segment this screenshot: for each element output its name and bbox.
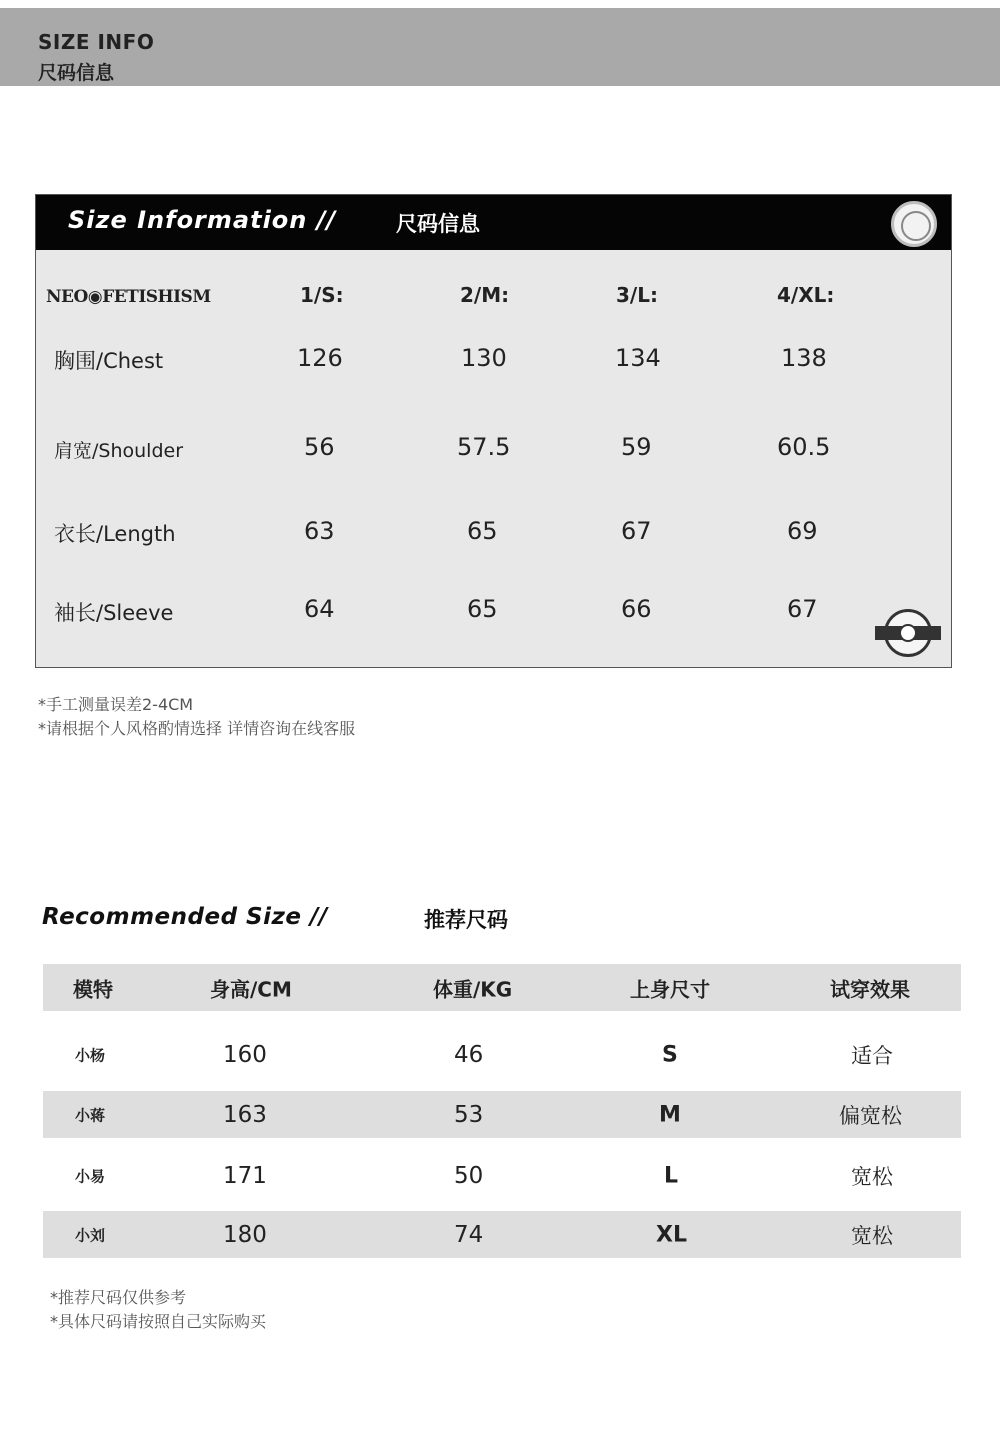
chest-m-value: 130	[461, 344, 507, 372]
size-column-s: 1/S:	[300, 283, 344, 307]
model-fit: 适合	[851, 1043, 893, 1068]
sleeve-s-value: 64	[304, 595, 335, 623]
table-row	[43, 1091, 961, 1138]
football-badge-icon	[875, 609, 941, 657]
sleeve-xl-value: 67	[787, 595, 818, 623]
purchase-note: *具体尺码请按照自己实际购买	[50, 1312, 267, 1331]
model-name: 小蒋	[75, 1106, 106, 1124]
length-xl-value: 69	[787, 517, 818, 545]
table-row	[43, 1152, 961, 1199]
model-height: 160	[223, 1041, 267, 1068]
size-column-xl: 4/XL:	[777, 283, 835, 307]
model-fit: 宽松	[851, 1164, 893, 1189]
table-row	[43, 1211, 961, 1258]
length-m-value: 65	[467, 517, 498, 545]
model-name: 小刘	[75, 1226, 106, 1244]
model-fit: 偏宽松	[839, 1103, 902, 1128]
model-height: 171	[223, 1162, 267, 1189]
brand-logo: NEO◉FETISHISM	[46, 287, 211, 307]
row-label-length: 衣长/Length	[54, 522, 176, 546]
model-weight: 74	[454, 1221, 484, 1248]
length-s-value: 63	[304, 517, 335, 545]
shoulder-l-value: 59	[621, 433, 652, 461]
selection-note: *请根据个人风格酌情选择 详情咨询在线客服	[38, 719, 356, 738]
row-label-chest: 胸围/Chest	[54, 349, 164, 373]
model-height: 163	[223, 1101, 267, 1128]
row-label-sleeve: 袖长/Sleeve	[54, 601, 174, 625]
size-information-title-cn: 尺码信息	[396, 212, 480, 236]
size-information-header	[36, 195, 951, 250]
chest-s-value: 126	[297, 344, 343, 372]
size-information-title-en: Size Information //	[68, 206, 337, 234]
crest-badge-icon	[891, 201, 937, 247]
size-info-banner	[0, 8, 1000, 86]
header-fit-effect: 试穿效果	[830, 977, 910, 1001]
model-size: S	[662, 1042, 678, 1067]
model-weight: 53	[454, 1101, 484, 1128]
size-information-panel	[35, 194, 952, 668]
row-label-shoulder: 肩宽/Shoulder	[54, 440, 184, 462]
header-model: 模特	[73, 977, 113, 1001]
chest-xl-value: 138	[781, 344, 827, 372]
size-column-m: 2/M:	[460, 283, 510, 307]
chest-l-value: 134	[615, 344, 661, 372]
header-height: 身高/CM	[210, 977, 292, 1001]
recommended-title-en: Recommended Size //	[42, 904, 328, 930]
model-fit: 宽松	[851, 1223, 893, 1248]
model-weight: 50	[454, 1162, 484, 1189]
banner-title-cn: 尺码信息	[38, 62, 115, 84]
length-l-value: 67	[621, 517, 652, 545]
model-name: 小易	[75, 1167, 106, 1185]
table-row	[43, 1031, 961, 1078]
model-weight: 46	[454, 1041, 484, 1068]
table-header-row	[43, 964, 961, 1011]
model-height: 180	[223, 1221, 267, 1248]
header-weight: 体重/KG	[433, 977, 513, 1001]
sleeve-l-value: 66	[621, 595, 652, 623]
size-column-l: 3/L:	[616, 283, 658, 307]
model-name: 小杨	[75, 1046, 106, 1064]
model-size: M	[659, 1102, 681, 1127]
recommended-title-cn: 推荐尺码	[424, 908, 508, 932]
model-size: L	[664, 1163, 679, 1188]
reference-note: *推荐尺码仅供参考	[50, 1288, 187, 1307]
shoulder-xl-value: 60.5	[777, 433, 831, 461]
header-fit-size: 上身尺寸	[630, 977, 710, 1001]
shoulder-s-value: 56	[304, 433, 335, 461]
measurement-note: *手工测量误差2-4CM	[38, 695, 194, 714]
sleeve-m-value: 65	[467, 595, 498, 623]
model-size: XL	[656, 1222, 687, 1247]
shoulder-m-value: 57.5	[457, 433, 511, 461]
banner-title-en: SIZE INFO	[38, 30, 155, 54]
